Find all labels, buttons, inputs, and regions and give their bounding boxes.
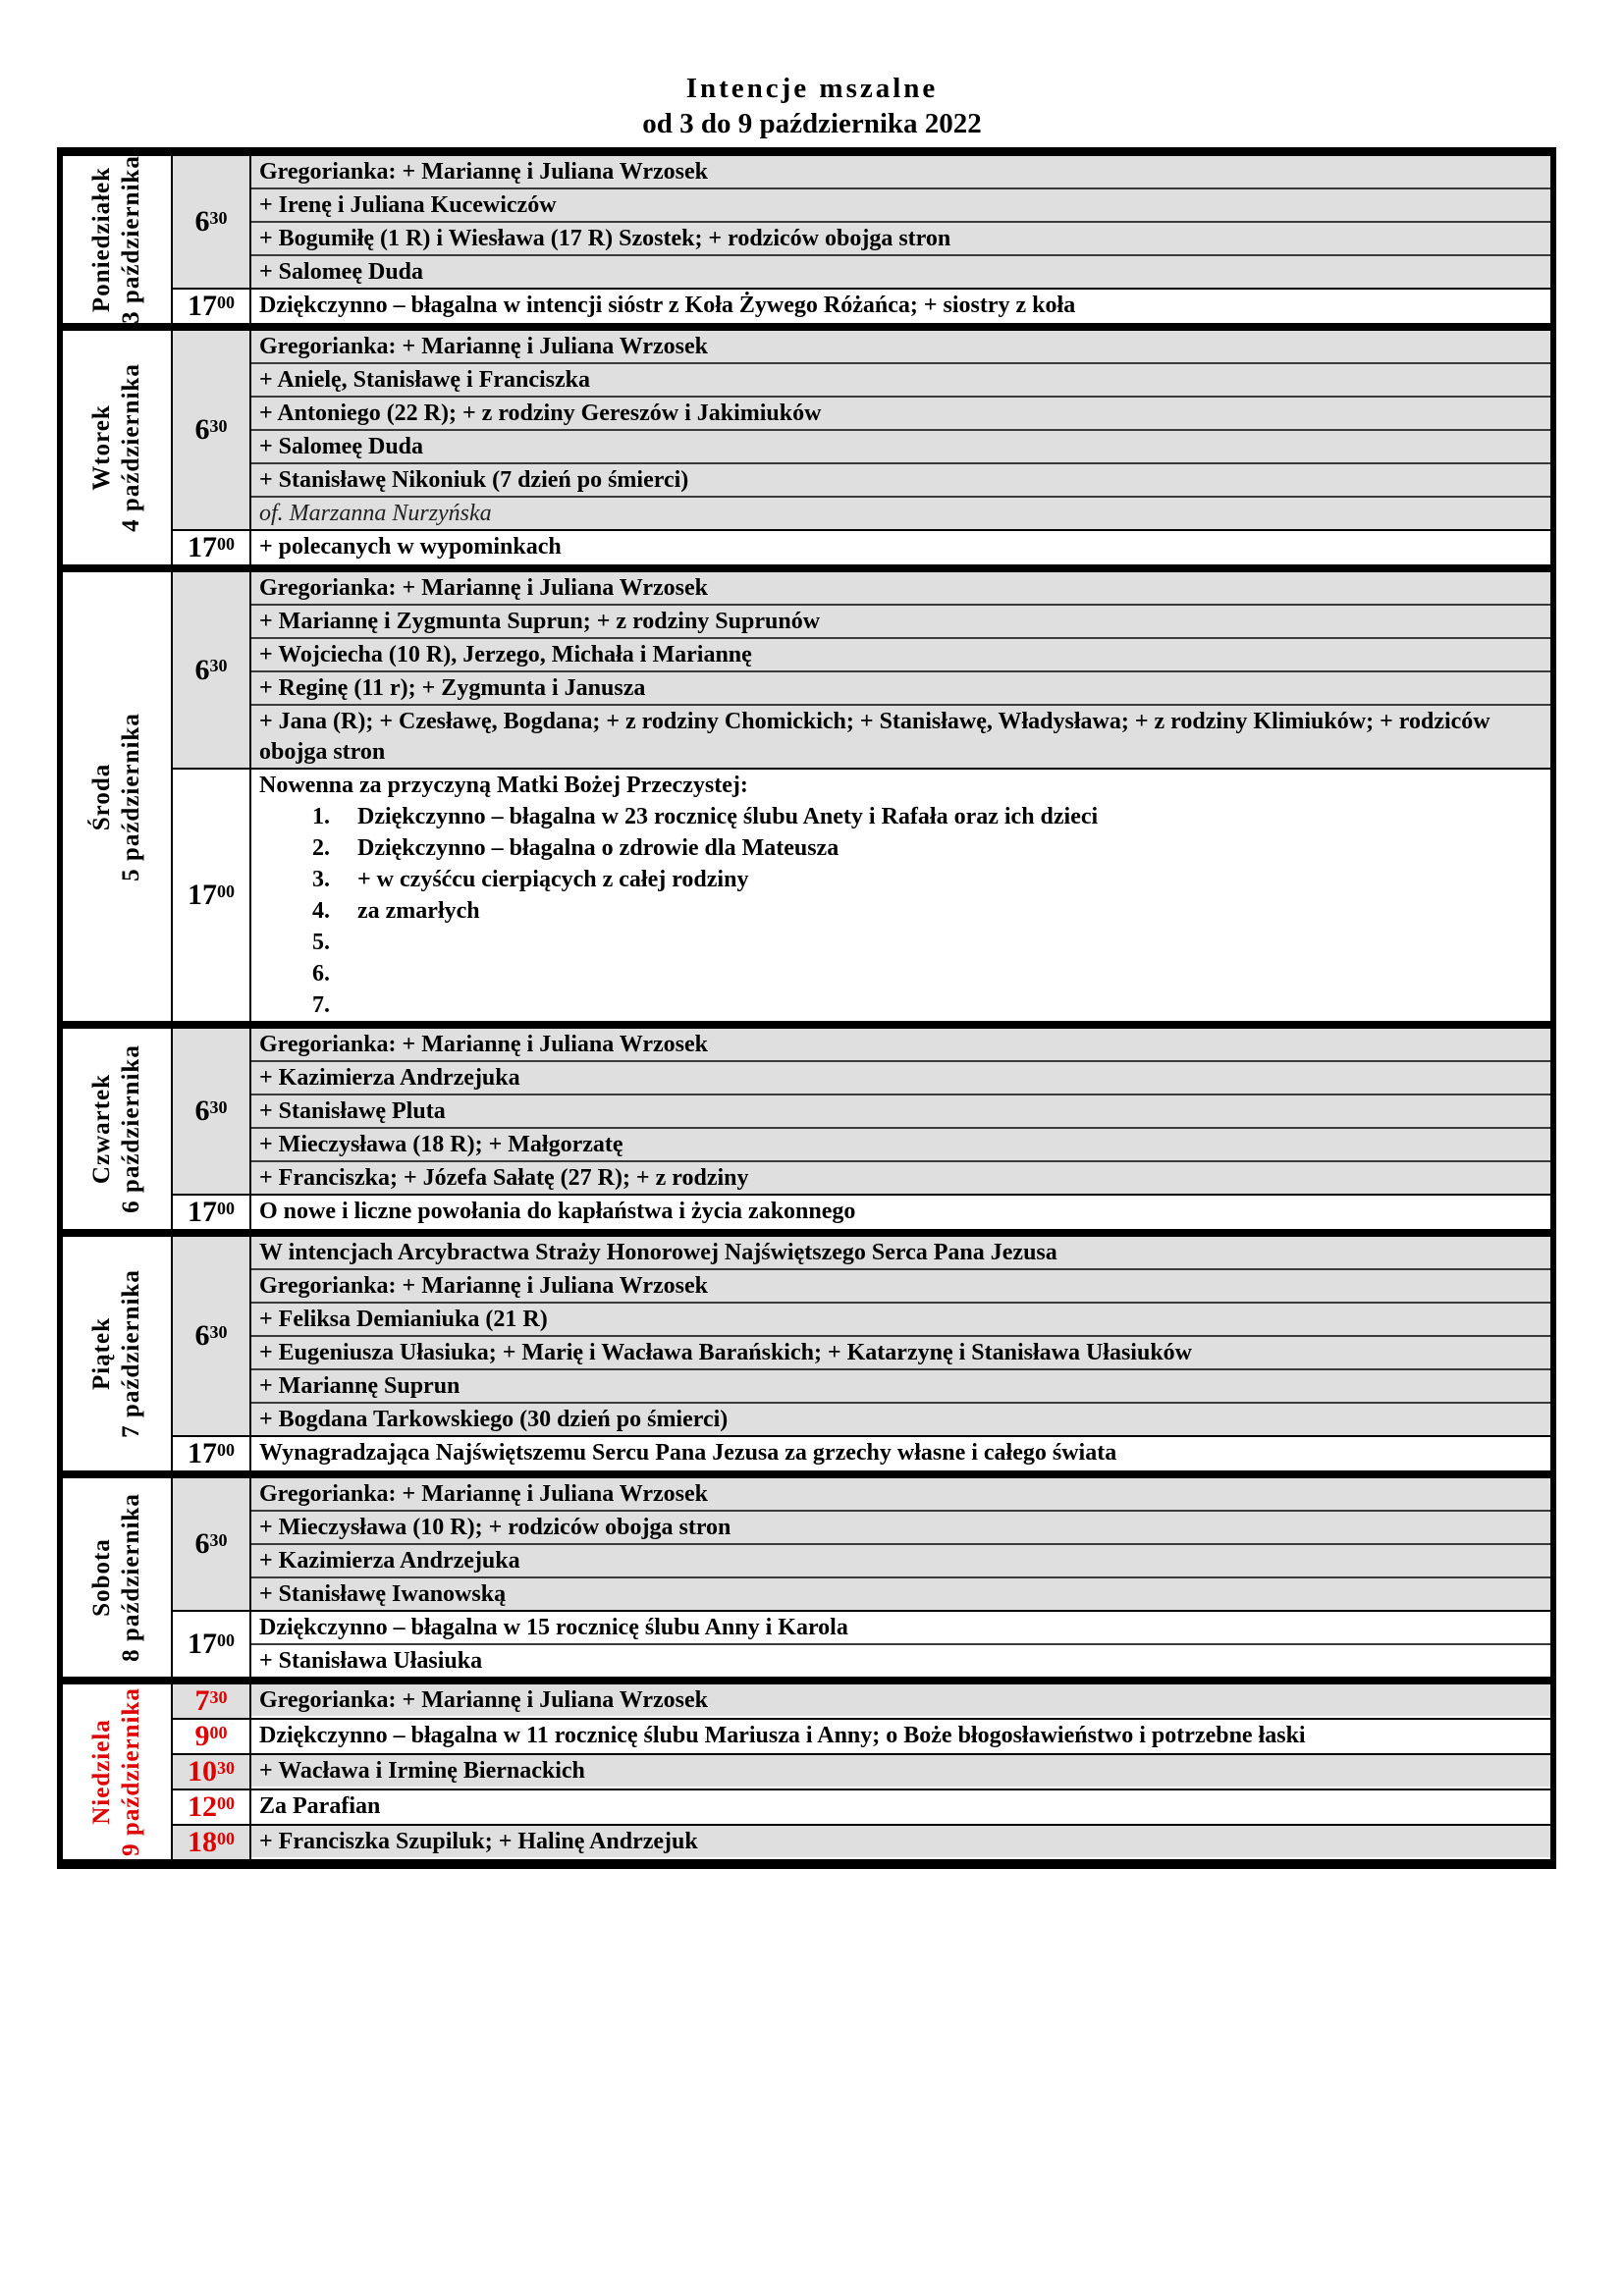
mass-time xyxy=(173,1790,251,1824)
mass-row xyxy=(173,1029,1550,1194)
mass-list xyxy=(173,1237,1550,1470)
novena-item-text: + w czyśćcu cierpiących z całej rodziny xyxy=(357,867,749,892)
intention-list xyxy=(251,1684,1550,1718)
intention-row: + Franciszka Szupiluk; + Halinę Andrzejuk xyxy=(251,1826,1550,1857)
mass-row xyxy=(173,1684,1550,1718)
mass-hour: 6 xyxy=(194,1319,210,1352)
mass-time xyxy=(173,290,251,323)
novena-item-number: 1. xyxy=(312,804,330,829)
mass-time xyxy=(173,1612,251,1677)
mass-hour: 6 xyxy=(194,1527,210,1560)
mass-minutes: 30 xyxy=(209,1686,228,1707)
intention-row: + Franciszka; + Józefa Sałatę (27 R); + z rodziny xyxy=(251,1160,1550,1194)
intention-list xyxy=(251,1755,1550,1789)
intention-row: W intencjach Arcybractwa Straży Honorowej Najświętszego Serca Pana Jezusa xyxy=(251,1237,1550,1268)
mass-minutes: 30 xyxy=(209,1096,228,1117)
mass-hour: 17 xyxy=(188,1628,217,1660)
mass-hour: 6 xyxy=(194,413,210,446)
intention-list xyxy=(251,531,1550,564)
intention-list xyxy=(251,770,1550,1021)
intention-row: + Stanisławę Nikoniuk (7 dzień po śmierci) xyxy=(251,462,1550,496)
day-label-text xyxy=(87,363,146,532)
intention-row: + Stanisławę Pluta xyxy=(251,1094,1550,1127)
novena-item xyxy=(259,989,1543,1021)
mass-hour: 10 xyxy=(188,1755,217,1788)
novena-heading: Nowenna za przyczyną Matki Bożej Przeczystej: xyxy=(259,773,748,798)
intention-row: + Mariannę i Zygmunta Suprun; + z rodziny Suprunów xyxy=(251,604,1550,637)
mass-time xyxy=(173,1437,251,1470)
mass-list xyxy=(173,1029,1550,1229)
intention-row: + Bogumiłę (1 R) i Wiesława (17 R) Szostek; + rodziców obojga stron xyxy=(251,221,1550,254)
intention-row: O nowe i liczne powołania do kapłaństwa i życia zakonnego xyxy=(251,1196,1550,1227)
day-date: 6 października xyxy=(118,1044,144,1213)
day-block xyxy=(62,1029,1550,1229)
mass-row xyxy=(173,1194,1550,1229)
novena-item xyxy=(259,832,1543,864)
mass-hour: 17 xyxy=(188,531,217,563)
mass-row xyxy=(173,1478,1550,1610)
mass-time xyxy=(173,1684,251,1718)
novena-item-text: za zmarłych xyxy=(357,898,480,924)
day-label xyxy=(63,331,173,564)
novena-item xyxy=(259,801,1543,832)
offering-note: of. Marzanna Nurzyńska xyxy=(251,496,1550,529)
mass-row xyxy=(173,1789,1550,1824)
intention-row: + Antoniego (22 R); + z rodziny Gereszów i Jakimiuków xyxy=(251,396,1550,429)
intention-list xyxy=(251,1029,1550,1194)
day-date: 3 października xyxy=(118,155,144,324)
day-block xyxy=(62,331,1550,564)
mass-row xyxy=(173,1435,1550,1470)
day-label-text xyxy=(87,1687,146,1856)
mass-list xyxy=(173,1478,1550,1677)
mass-minutes: 00 xyxy=(217,881,235,901)
mass-time xyxy=(173,331,251,529)
mass-hour: 17 xyxy=(188,1196,217,1228)
day-block xyxy=(62,1478,1550,1677)
intention-row: Dziękczynno – błagalna w intencji sióstr z Koła Żywego Różańca; + siostry z koła xyxy=(251,290,1550,321)
mass-row xyxy=(173,1610,1550,1677)
mass-minutes: 30 xyxy=(209,656,228,675)
intention-row: + polecanych w wypominkach xyxy=(251,531,1550,562)
day-label-text xyxy=(87,1493,146,1662)
mass-time xyxy=(173,156,251,288)
mass-row xyxy=(173,331,1550,529)
title-date-range: od 3 do 9 października 2022 xyxy=(642,108,982,139)
intention-row: + Salomeę Duda xyxy=(251,254,1550,288)
intention-list xyxy=(251,290,1550,323)
day-date: 4 października xyxy=(118,363,144,532)
novena-item-number: 7. xyxy=(312,992,330,1018)
day-label xyxy=(63,1029,173,1229)
intention-list xyxy=(251,1196,1550,1229)
day-date: 5 października xyxy=(118,712,144,881)
day-block xyxy=(62,572,1550,1021)
mass-row xyxy=(173,1237,1550,1435)
intention-list xyxy=(251,1612,1550,1677)
page-title xyxy=(0,71,1624,141)
intention-row: + Irenę i Juliana Kucewiczów xyxy=(251,187,1550,221)
mass-list xyxy=(173,1684,1550,1859)
intention-list xyxy=(251,1478,1550,1610)
intention-row: + Stanisławę Iwanowską xyxy=(251,1576,1550,1610)
novena-item xyxy=(259,958,1543,989)
novena-item-text: Dziękczynno – błagalna w 23 rocznicę ślubu Anety i Rafała oraz ich dzieci xyxy=(357,804,1099,829)
intention-row: + Mieczysława (18 R); + Małgorzatę xyxy=(251,1127,1550,1160)
mass-row xyxy=(173,1753,1550,1789)
mass-minutes: 00 xyxy=(209,1722,228,1742)
intention-row: Wynagradzająca Najświętszemu Sercu Pana Jezusa za grzechy własne i całego świata xyxy=(251,1437,1550,1468)
mass-minutes: 00 xyxy=(217,533,235,554)
mass-time xyxy=(173,1029,251,1194)
intention-row: Gregorianka: + Mariannę i Juliana Wrzosek xyxy=(251,1029,1550,1060)
mass-time xyxy=(173,572,251,768)
intention-row: + Bogdana Tarkowskiego (30 dzień po śmierci) xyxy=(251,1402,1550,1435)
intention-row: + Stanisława Ułasiuka xyxy=(251,1643,1550,1677)
mass-hour: 12 xyxy=(188,1790,217,1823)
intention-list xyxy=(251,1237,1550,1435)
day-date: 8 października xyxy=(118,1493,144,1662)
day-block xyxy=(62,156,1550,323)
intention-row: + Wojciecha (10 R), Jerzego, Michała i Mariannę xyxy=(251,637,1550,670)
mass-minutes: 30 xyxy=(209,1529,228,1550)
intention-list xyxy=(251,1826,1550,1859)
mass-minutes: 00 xyxy=(217,1828,235,1848)
mass-time xyxy=(173,1237,251,1435)
mass-hour: 7 xyxy=(194,1684,210,1717)
novena-item-text: Dziękczynno – błagalna o zdrowie dla Mateusza xyxy=(357,835,839,861)
intention-row: + Reginę (11 r); + Zygmunta i Janusza xyxy=(251,670,1550,704)
intention-row: + Wacława i Irminę Biernackich xyxy=(251,1755,1550,1787)
day-label-text xyxy=(87,1269,146,1438)
day-label-text xyxy=(87,713,146,881)
mass-list xyxy=(173,572,1550,1021)
mass-time xyxy=(173,1720,251,1753)
mass-row xyxy=(173,156,1550,288)
mass-minutes: 30 xyxy=(217,1757,235,1778)
mass-hour: 6 xyxy=(194,653,210,686)
day-name: Poniedziałek xyxy=(88,166,115,313)
mass-time xyxy=(173,1826,251,1859)
intention-row: Za Parafian xyxy=(251,1790,1550,1822)
intention-row: Gregorianka: + Mariannę i Juliana Wrzosek xyxy=(251,331,1550,362)
mass-hour: 6 xyxy=(194,205,210,238)
day-name: Czwartek xyxy=(88,1073,115,1185)
mass-row xyxy=(173,1824,1550,1859)
mass-hour: 6 xyxy=(194,1095,210,1127)
mass-minutes: 00 xyxy=(217,292,235,312)
intention-row: Gregorianka: + Mariannę i Juliana Wrzosek xyxy=(251,156,1550,187)
intention-row: Gregorianka: + Mariannę i Juliana Wrzosek xyxy=(251,572,1550,604)
novena-item xyxy=(259,895,1543,927)
intention-row: + Kazimierza Andrzejuka xyxy=(251,1060,1550,1094)
day-block xyxy=(62,1237,1550,1470)
novena-item-number: 2. xyxy=(312,835,330,861)
day-label xyxy=(63,572,173,1021)
intention-row: Gregorianka: + Mariannę i Juliana Wrzosek xyxy=(251,1684,1550,1716)
day-name: Piątek xyxy=(88,1316,115,1391)
intention-list xyxy=(251,1790,1550,1824)
day-label-text xyxy=(87,1044,146,1213)
mass-minutes: 00 xyxy=(217,1629,235,1650)
day-date: 7 października xyxy=(118,1269,144,1438)
mass-list xyxy=(173,331,1550,564)
intention-list xyxy=(251,1720,1550,1753)
intention-list xyxy=(251,331,1550,529)
day-block xyxy=(62,1684,1550,1859)
day-label xyxy=(63,1478,173,1677)
intention-row: Gregorianka: + Mariannę i Juliana Wrzosek xyxy=(251,1478,1550,1510)
novena-item xyxy=(259,927,1543,958)
novena-item-number: 5. xyxy=(312,930,330,955)
intention-row: + Eugeniusza Ułasiuka; + Marię i Wacława Barańskich; + Katarzynę i Stanisława Ułasiuków xyxy=(251,1335,1550,1368)
day-name: Wtorek xyxy=(88,404,115,491)
mass-hour: 18 xyxy=(188,1826,217,1858)
mass-minutes: 30 xyxy=(209,415,228,436)
mass-row xyxy=(173,288,1550,323)
intention-list xyxy=(251,572,1550,768)
intention-list xyxy=(251,156,1550,288)
mass-minutes: 30 xyxy=(209,1321,228,1342)
intention-row: + Mieczysława (10 R); + rodziców obojga stron xyxy=(251,1510,1550,1543)
mass-row xyxy=(173,1718,1550,1753)
mass-time xyxy=(173,1478,251,1610)
mass-time xyxy=(173,1196,251,1229)
mass-hour: 17 xyxy=(188,290,217,322)
mass-hour: 9 xyxy=(194,1720,210,1752)
intention-row: + Mariannę Suprun xyxy=(251,1368,1550,1402)
mass-row xyxy=(173,768,1550,1021)
mass-row xyxy=(173,529,1550,564)
mass-time xyxy=(173,770,251,1021)
day-label xyxy=(63,156,173,323)
mass-list xyxy=(173,156,1550,323)
novena-item-number: 4. xyxy=(312,898,330,924)
day-name: Środa xyxy=(88,763,115,830)
day-label-text xyxy=(87,155,146,324)
mass-time xyxy=(173,531,251,564)
intention-list xyxy=(251,1437,1550,1470)
intention-row: + Salomeę Duda xyxy=(251,429,1550,462)
day-name: Niedziela xyxy=(88,1719,115,1825)
mass-hour: 17 xyxy=(188,1437,217,1469)
intention-row: + Anielę, Stanisławę i Franciszka xyxy=(251,362,1550,396)
mass-minutes: 30 xyxy=(209,207,228,228)
day-date: 9 października xyxy=(118,1687,144,1856)
mass-intentions-table xyxy=(57,147,1556,1869)
novena-item xyxy=(259,864,1543,895)
mass-minutes: 00 xyxy=(217,1439,235,1460)
intention-row: Dziękczynno – błagalna w 11 rocznicę ślubu Mariusza i Anny; o Boże błogosławieństwo i potrzebne łaski xyxy=(251,1720,1550,1751)
title-main: Intencje mszalne xyxy=(685,73,939,104)
day-label xyxy=(63,1684,173,1859)
day-name: Sobota xyxy=(88,1538,115,1617)
novena-item-number: 6. xyxy=(312,961,330,987)
mass-minutes: 00 xyxy=(217,1198,235,1218)
novena-section xyxy=(251,770,1550,1021)
novena-item-number: 3. xyxy=(312,867,330,892)
mass-time xyxy=(173,1755,251,1789)
intention-row: + Kazimierza Andrzejuka xyxy=(251,1543,1550,1576)
mass-minutes: 00 xyxy=(217,1792,235,1813)
intention-row: + Feliksa Demianiuka (21 R) xyxy=(251,1302,1550,1335)
intention-row: Dziękczynno – błagalna w 15 rocznicę ślubu Anny i Karola xyxy=(251,1612,1550,1643)
mass-hour: 17 xyxy=(188,879,217,911)
intention-row: Gregorianka: + Mariannę i Juliana Wrzosek xyxy=(251,1268,1550,1302)
day-label xyxy=(63,1237,173,1470)
mass-row xyxy=(173,572,1550,768)
intention-row: + Jana (R); + Czesławę, Bogdana; + z rodziny Chomickich; + Stanisławę, Władysława; + z rodziny Klimiuków; + rodziców obojga stron xyxy=(251,704,1550,768)
